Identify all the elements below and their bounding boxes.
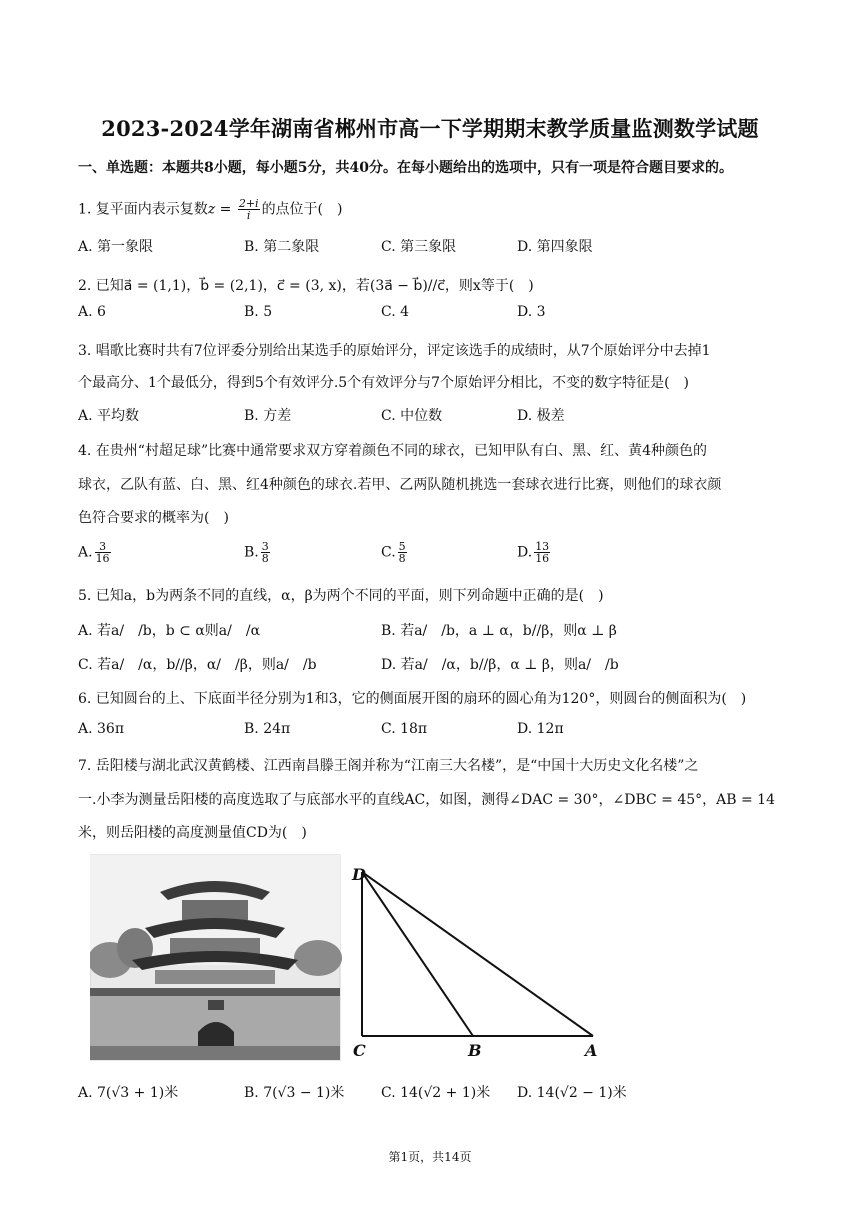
label-d: D xyxy=(352,865,366,884)
question-7-line-2: 一.小李为测量岳阳楼的高度选取了与底部水平的直线AC，如图，测得∠DAC = 30°，∠DBC = 45°，AB = 14 xyxy=(78,792,775,808)
q4-a-num: 3 xyxy=(95,541,111,553)
question-5: 5. 已知a，b为两条不同的直线，α，β为两个不同的平面，则下列命题中正确的是( ) xyxy=(78,588,604,604)
q2-option-b: B. 5 xyxy=(244,304,273,320)
question-7-line-1: 7. 岳阳楼与湖北武汉黄鹤楼、江西南昌滕王阁并称为“江南三大名楼”，是“中国十大历史文化名楼”之 xyxy=(78,758,699,774)
q4-option-d xyxy=(517,541,552,564)
q3-option-b: B. 方差 xyxy=(244,408,292,424)
q1-option-b: B. 第二象限 xyxy=(244,239,320,255)
q4-b-den: 8 xyxy=(261,552,269,565)
segment-da xyxy=(362,872,593,1036)
q1-text-a: 1. 复平面内表示复数 xyxy=(78,201,208,218)
q6-option-b: B. 24π xyxy=(244,721,291,737)
q4-option-d-fraction xyxy=(534,541,550,564)
q6-option-c: C. 18π xyxy=(381,721,428,737)
tower-photo xyxy=(90,855,342,1060)
q2-option-a: A. 6 xyxy=(78,304,106,320)
q4-b-num: 3 xyxy=(261,540,269,553)
question-1 xyxy=(78,198,343,221)
q4-option-c-fraction xyxy=(398,541,407,564)
q4-option-d-label: D. xyxy=(517,544,533,561)
q4-option-b-label: B. xyxy=(244,544,259,561)
q4-option-a-label: A. xyxy=(78,544,93,561)
q2-option-d: D. 3 xyxy=(517,304,546,320)
q7-option-b: B. 7(√3 − 1)米 xyxy=(244,1085,345,1101)
section-heading: 一、单选题：本题共8小题，每小题5分，共40分。在每小题给出的选项中，只有一项是符合题目要求的。 xyxy=(78,160,733,176)
q4-option-a-fraction xyxy=(95,541,111,564)
page-title: 2023-2024学年湖南省郴州市高一下学期期末教学质量监测数学试题 xyxy=(101,116,759,141)
q1-option-c: C. 第三象限 xyxy=(381,239,457,255)
question-6: 6. 已知圆台的上、下底面半径分别为1和3，它的侧面展开图的扇环的圆心角为120°，则圆台的侧面积为( ) xyxy=(78,691,747,707)
q3-option-a: A. 平均数 xyxy=(78,408,140,424)
segment-db xyxy=(362,872,473,1036)
q5-option-b: B. 若a/ /b，a ⊥ α，b//β，则α ⊥ β xyxy=(381,623,617,639)
q7-option-a: A. 7(√3 + 1)米 xyxy=(78,1085,179,1101)
question-4-line-2: 球衣，乙队有蓝、白、黑、红4种颜色的球衣.若甲、乙两队随机挑选一套球衣进行比赛，则他们的球衣颜 xyxy=(78,477,722,493)
q4-d-num: 13 xyxy=(535,540,550,553)
q3-option-c: C. 中位数 xyxy=(381,408,443,424)
label-b: B xyxy=(468,1041,482,1060)
q4-d-den: 16 xyxy=(535,552,550,565)
q1-option-d: D. 第四象限 xyxy=(517,239,593,255)
q4-option-b-fraction xyxy=(261,541,270,564)
q7-option-c: C. 14(√2 + 1)米 xyxy=(381,1085,491,1101)
question-7-line-3: 米，则岳阳楼的高度测量值CD为( ) xyxy=(78,825,307,841)
q3-option-d: D. 极差 xyxy=(517,408,565,424)
label-c: C xyxy=(353,1041,366,1060)
q1-text-b: 的点位于( ) xyxy=(261,201,343,218)
q2-option-c: C. 4 xyxy=(381,304,410,320)
q1-fraction xyxy=(238,198,260,221)
q1-frac-den: i xyxy=(246,209,251,222)
question-4-line-3: 色符合要求的概率为( ) xyxy=(78,510,229,526)
q4-c-den: 8 xyxy=(398,552,406,565)
q4-c-num: 5 xyxy=(398,540,406,553)
q4-option-b xyxy=(244,541,272,564)
triangle-diagram xyxy=(362,872,593,1036)
q6-option-a: A. 36π xyxy=(78,721,125,737)
q5-option-a: A. 若a/ /b，b ⊂ α则a/ /α xyxy=(78,623,261,639)
page-footer: 第1页，共14页 xyxy=(388,1150,472,1164)
question-3-line-1: 3. 唱歌比赛时共有7位评委分别给出某选手的原始评分，评定该选手的成绩时，从7个原始评分中去掉1 xyxy=(78,343,711,359)
q4-a-den: 16 xyxy=(95,552,110,565)
q5-option-c: C. 若a/ /α，b//β，α/ /β，则a/ /b xyxy=(78,657,317,673)
label-a: A xyxy=(585,1041,598,1060)
question-2: 2. 已知a⃗ = (1,1)，b⃗ = (2,1)，c⃗ = (3, x)，若(3a⃗ − b⃗)//c⃗，则x等于( ) xyxy=(78,278,534,294)
q1-frac-num: 2+i xyxy=(238,197,259,210)
q1-option-a: A. 第一象限 xyxy=(78,239,154,255)
question-4-line-1: 4. 在贵州“村超足球”比赛中通常要求双方穿着颜色不同的球衣，已知甲队有白、黑、红、黄4种颜色的 xyxy=(78,443,708,459)
q6-option-d: D. 12π xyxy=(517,721,564,737)
q1-expr: z = xyxy=(207,201,236,218)
q4-option-c-label: C. xyxy=(381,544,396,561)
q4-option-c xyxy=(381,541,409,564)
q4-option-a xyxy=(78,541,113,564)
question-3-line-2: 个最高分、1个最低分，得到5个有效评分.5个有效评分与7个原始评分相比，不变的数字特征是( ) xyxy=(78,375,690,391)
q7-option-d: D. 14(√2 − 1)米 xyxy=(517,1085,627,1101)
q5-option-d: D. 若a/ /α，b//β，α ⊥ β，则a/ /b xyxy=(381,657,619,673)
q7-figure xyxy=(90,850,605,1065)
